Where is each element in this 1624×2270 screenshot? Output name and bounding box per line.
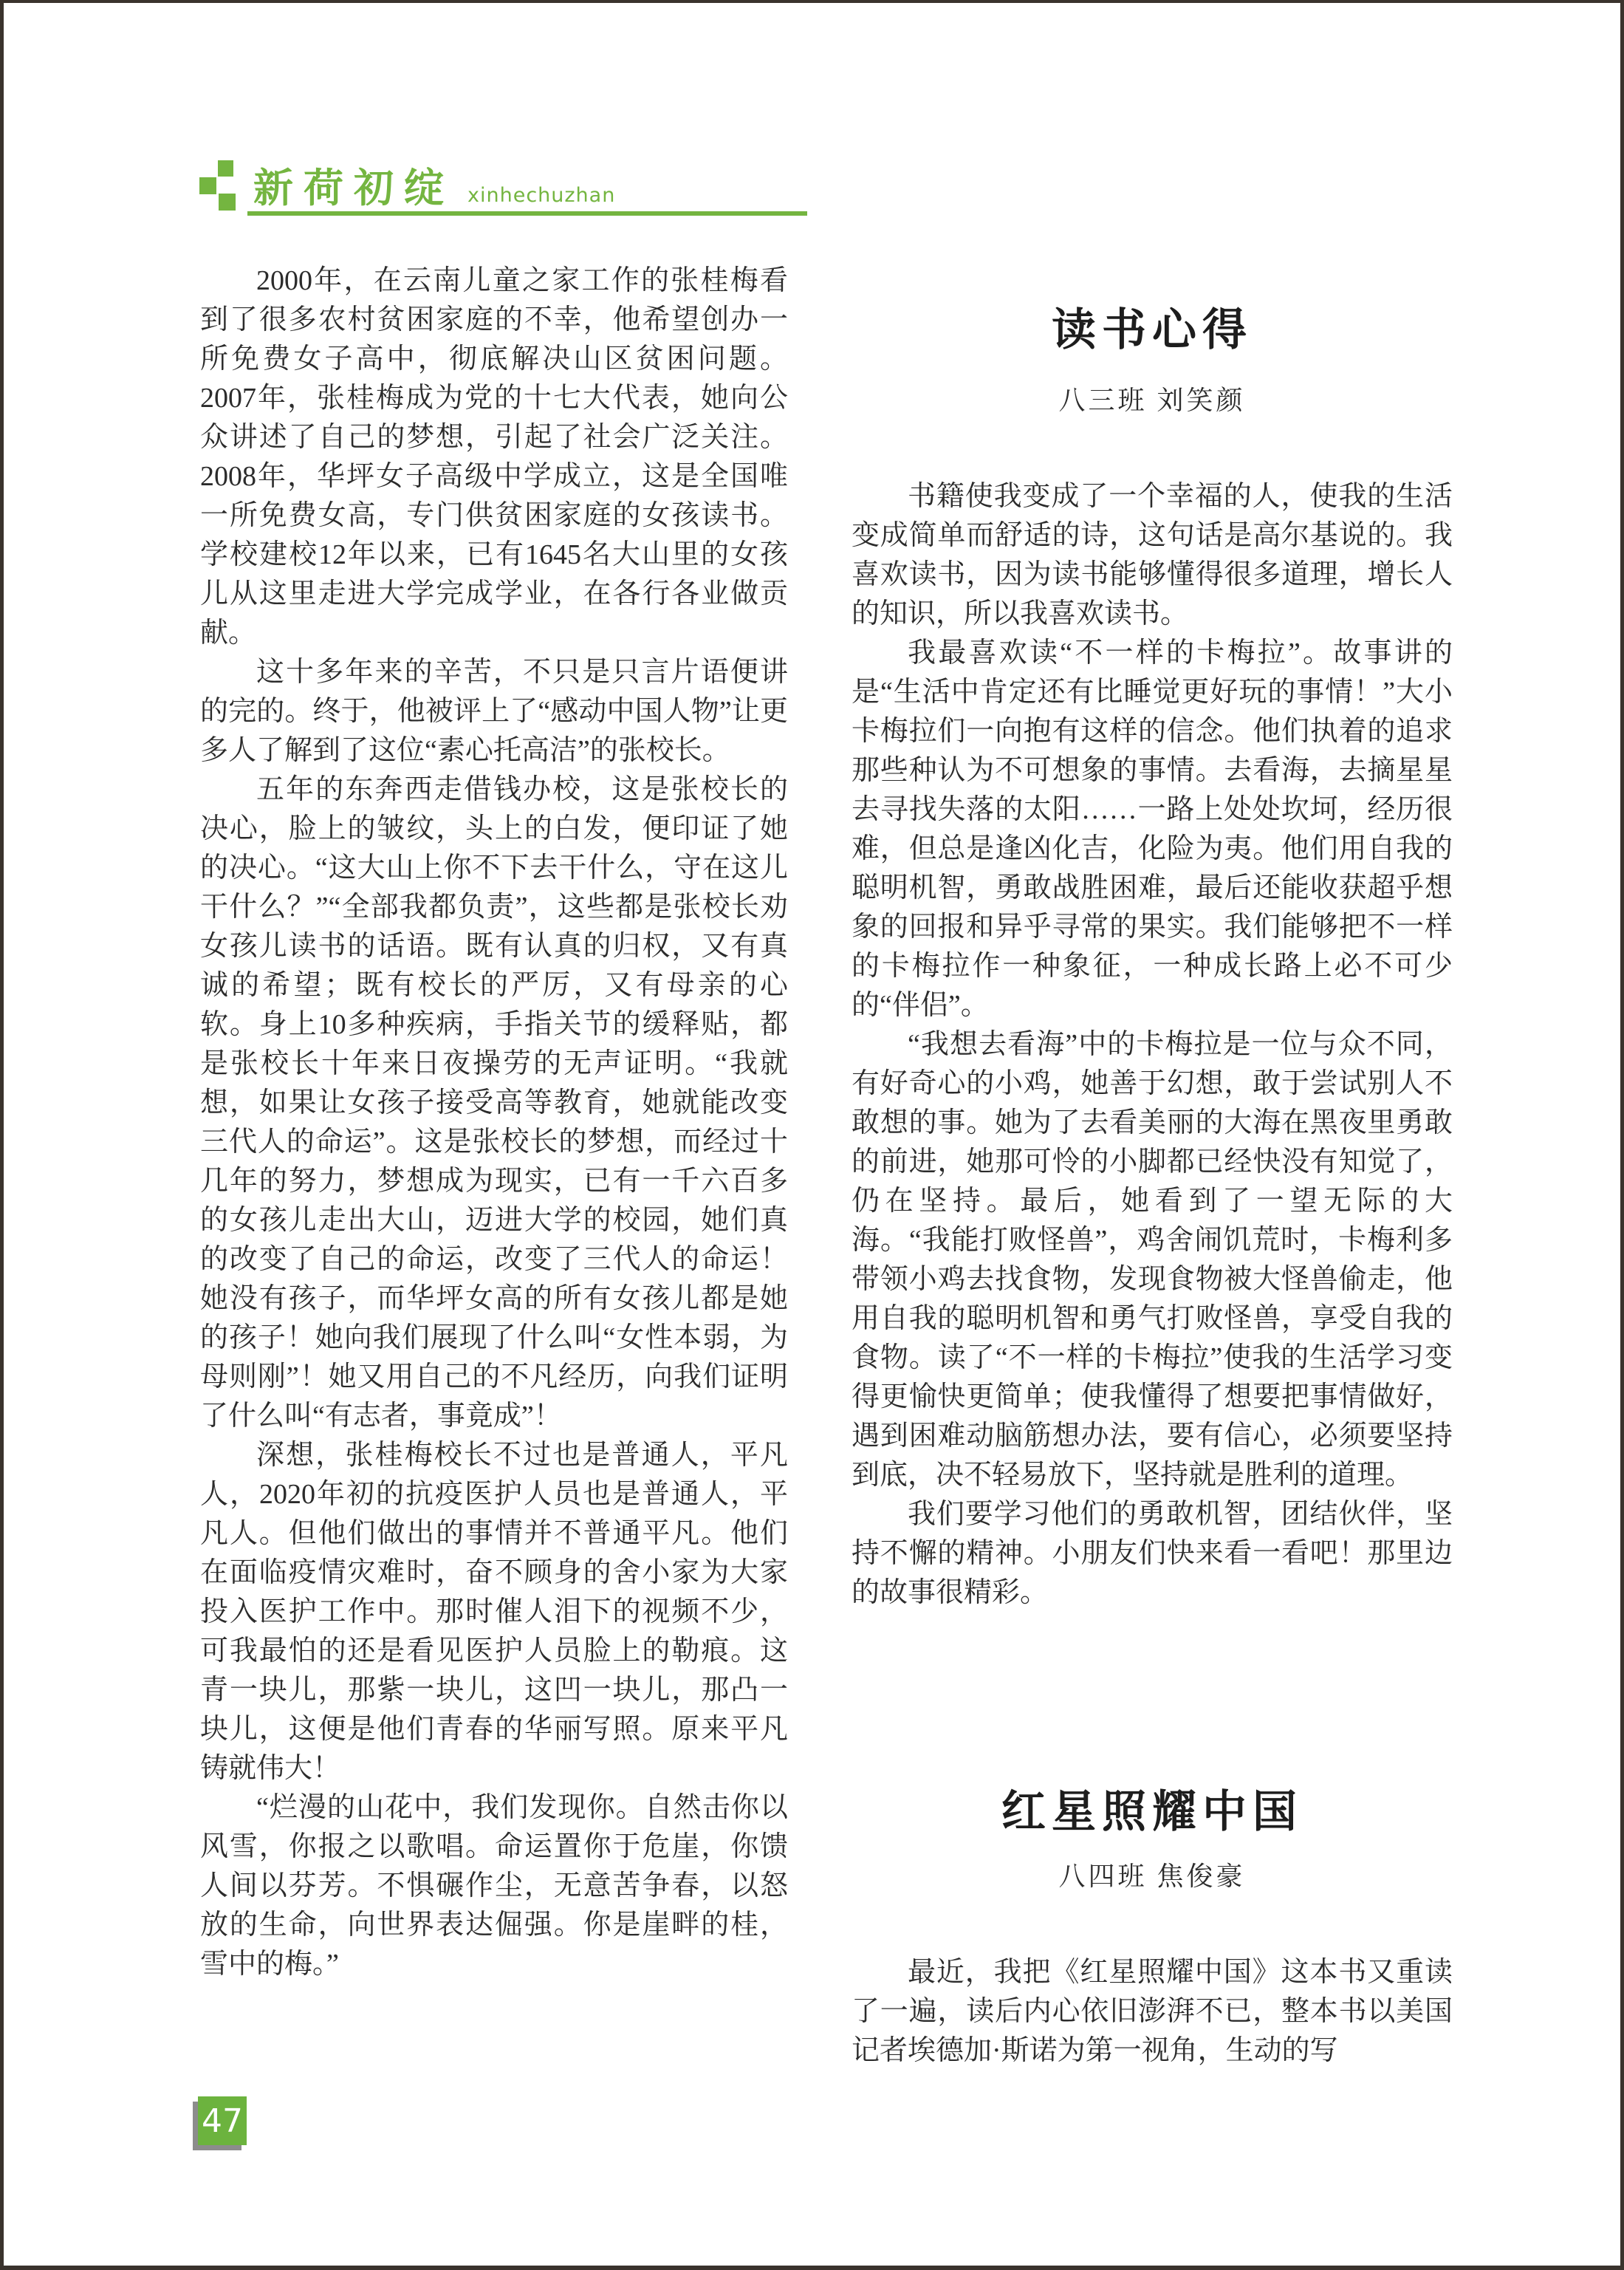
logo-square-left — [199, 177, 216, 194]
page-number-badge: 47 — [198, 2096, 247, 2145]
left-article — [200, 261, 788, 1984]
paragraph: 书籍使我变成了一个幸福的人，使我的生活变成简单而舒适的诗，这句话是高尔基说的。我喜欢读书，因为读书能够懂得很多道理，增长人的知识，所以我喜欢读书。 — [852, 481, 1453, 629]
essay1-title: 读书心得 — [1052, 306, 1253, 355]
paragraph: 我们要学习他们的勇敢机智，团结伙伴，坚持不懈的精神。小朋友们快来看一看吧！那里边的故事很精彩。 — [852, 1499, 1453, 1608]
essay2-title: 红星照耀中国 — [1001, 1788, 1303, 1836]
paragraph: “我想去看海”中的卡梅拉是一位与众不同，有好奇心的小鸡，她善于幻想，敢于尝试别人不敢想的事。她为了去看美丽的大海在黑夜里勇敢的前进，她那可怜的小脚都已经快没有知觉了，仍在坚持。最后，她看到了一望无际的大海。“我能打败怪兽”，鸡舍闹饥荒时，卡梅利多带领小鸡去找食物，发现食物被大怪兽偷走，他用自我的聪明机智和勇气打败怪兽，享受自我的食物。读了“不一样的卡梅拉”使我的生活学习变得更愉快更简单；使我懂得了想要把事情做好，遇到困难动脑筋想办法，要有信心，必须要坚持到底，决不轻易放下，坚持就是胜利的道理。 — [852, 1029, 1453, 1491]
essay1-body — [852, 477, 1453, 1613]
logo-squares-icon — [199, 160, 238, 211]
paragraph: 我最喜欢读“不一样的卡梅拉”。故事讲的是“生活中肯定还有比睡觉更好玩的事情！”大小卡梅拉们一向抱有这样的信念。他们执着的追求那些种认为不可想象的事情。去看海，去摘星星去寻找失落的太阳……一路上处处坎坷，经历很难，但总是逢凶化吉，化险为夷。他们用自我的聪明机智，勇敢战胜困难，最后还能收获超乎想象的回报和异乎寻常的果实。我们能够把不一样的卡梅拉作一种象征，一种成长路上必不可少的“伴侣”。 — [852, 637, 1453, 1021]
paragraph: 2000年，在云南儿童之家工作的张桂梅看到了很多农村贫困家庭的不幸，他希望创办一所免费女子高中，彻底解决山区贫困问题。2007年，张桂梅成为党的十七大代表，她向公众讲述了自己的梦想，引起了社会广泛关注。2008年，华坪女子高级中学成立，这是全国唯一所免费女高，专门供贫困家庭的女孩读书。学校建校12年以来，已有1645名大山里的女孩儿从这里走进大学完成学业，在各行各业做贡献。 — [200, 265, 788, 649]
section-logo-romanization: xinhechuzhan — [467, 184, 616, 207]
essay2-body — [852, 1953, 1453, 2071]
header-underline — [247, 211, 807, 216]
logo-square-bottom — [219, 194, 236, 211]
essay2-author: 八四班 焦俊豪 — [1058, 1862, 1246, 1891]
section-logo-title: 新荷初绽 — [253, 165, 454, 211]
essay1-author: 八三班 刘笑颜 — [1058, 386, 1246, 415]
paragraph: “烂漫的山花中，我们发现你。自然击你以风雪，你报之以歌唱。命运置你于危崖，你馈人间以芬芳。不惧碾作尘，无意苦争春，以怒放的生命，向世界表达倔强。你是崖畔的桂，雪中的梅。” — [200, 1792, 788, 1980]
logo-square-top — [218, 160, 233, 177]
paragraph: 深想，张桂梅校长不过也是普通人，平凡人，2020年初的抗疫医护人员也是普通人，平凡人。但他们做出的事情并不普通平凡。他们在面临疫情灾难时，奋不顾身的舍小家为大家投入医护工作中。那时催人泪下的视频不少，可我最怕的还是看见医护人员脸上的勒痕。这青一块儿，那紫一块儿，这凹一块儿，那凸一块儿，这便是他们青春的华丽写照。原来平凡铸就伟大！ — [200, 1440, 788, 1784]
paragraph: 五年的东奔西走借钱办校，这是张校长的决心，脸上的皱纹，头上的白发，便印证了她的决心。“这大山上你不下去干什么，守在这儿干什么？”“全部我都负责”，这些都是张校长劝女孩儿读书的话语。既有认真的归权，又有真诚的希望；既有校长的严厉，又有母亲的心软。身上10多种疾病，手指关节的缓释贴，都是张校长十年来日夜操劳的无声证明。“我就想，如果让女孩子接受高等教育，她就能改变三代人的命运”。这是张校长的梦想，而经过十几年的努力，梦想成为现实，已有一千六百多的女孩儿走出大山，迈进大学的校园，她们真的改变了自己的命运，改变了三代人的命运！她没有孩子，而华坪女高的所有女孩儿都是她的孩子！她向我们展现了什么叫“女性本弱，为母则刚”！她又用自己的不凡经历，向我们证明了什么叫“有志者，事竟成”！ — [200, 774, 788, 1432]
paragraph: 最近，我把《红星照耀中国》这本书又重读了一遍，读后内心依旧澎湃不已，整本书以美国记者埃德加·斯诺为第一视角，生动的写 — [852, 1957, 1453, 2066]
paragraph: 这十多年来的辛苦，不只是只言片语便讲的完的。终于，他被评上了“感动中国人物”让更多人了解到了这位“素心托高洁”的张校长。 — [200, 657, 788, 766]
